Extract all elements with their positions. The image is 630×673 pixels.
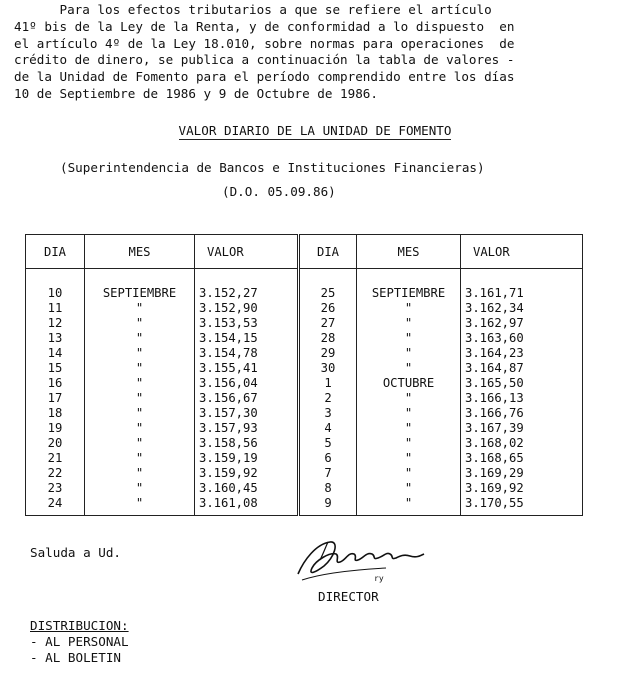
value-cell: 3.166,13	[461, 391, 583, 406]
value-cell: 3.162,34	[461, 301, 583, 316]
value-cell: 3.168,65	[461, 451, 583, 466]
header-valor: VALOR	[195, 235, 299, 269]
month-cell: "	[357, 466, 461, 481]
day-cell: 10	[26, 286, 85, 301]
table-row	[26, 316, 583, 331]
month-cell: "	[357, 406, 461, 421]
value-cell: 3.158,56	[195, 436, 299, 451]
intro-line: Para los efectos tributarios a que se refiere el artículo	[14, 2, 492, 17]
signature-initials: ry	[374, 574, 384, 583]
day-cell: 4	[299, 421, 357, 436]
month-cell: SEPTIEMBRE	[357, 286, 461, 301]
month-cell: "	[357, 436, 461, 451]
day-cell: 13	[26, 331, 85, 346]
day-cell: 24	[26, 496, 85, 516]
table-row	[26, 376, 583, 391]
month-cell: "	[357, 346, 461, 361]
month-cell: OCTUBRE	[357, 376, 461, 391]
signature	[290, 530, 430, 593]
month-cell: "	[357, 391, 461, 406]
day-cell: 12	[26, 316, 85, 331]
table-row	[26, 346, 583, 361]
day-cell: 28	[299, 331, 357, 346]
value-cell: 3.166,76	[461, 406, 583, 421]
month-cell: "	[357, 361, 461, 376]
value-cell: 3.163,60	[461, 331, 583, 346]
intro-line: de la Unidad de Fomento para el período comprendido entre los días	[14, 69, 515, 85]
value-cell: 3.152,27	[195, 286, 299, 301]
day-cell: 9	[299, 496, 357, 516]
table-row	[26, 451, 583, 466]
distribution-item: - AL PERSONAL	[30, 634, 129, 649]
value-cell: 3.157,93	[195, 421, 299, 436]
day-cell: 21	[26, 451, 85, 466]
month-cell: "	[357, 331, 461, 346]
uf-values-table	[25, 234, 583, 516]
day-cell: 14	[26, 346, 85, 361]
month-cell: "	[85, 346, 195, 361]
value-cell: 3.160,45	[195, 481, 299, 496]
month-cell: "	[85, 496, 195, 516]
intro-paragraph	[14, 2, 614, 103]
day-cell: 5	[299, 436, 357, 451]
value-cell: 3.167,39	[461, 421, 583, 436]
table-row	[26, 406, 583, 421]
day-cell: 3	[299, 406, 357, 421]
header-dia: DIA	[26, 235, 85, 269]
value-cell: 3.157,30	[195, 406, 299, 421]
director-label: DIRECTOR	[318, 589, 379, 604]
value-cell: 3.161,71	[461, 286, 583, 301]
day-cell: 25	[299, 286, 357, 301]
day-cell: 8	[299, 481, 357, 496]
header-dia-2: DIA	[299, 235, 357, 269]
intro-line: crédito de dinero, se publica a continuación la tabla de valores -	[14, 52, 515, 68]
intro-line: el artículo 4º de la Ley 18.010, sobre normas para operaciones de	[14, 35, 515, 51]
value-cell: 3.168,02	[461, 436, 583, 451]
value-cell: 3.165,50	[461, 376, 583, 391]
value-cell: 3.159,19	[195, 451, 299, 466]
day-cell: 20	[26, 436, 85, 451]
day-cell: 29	[299, 346, 357, 361]
signature-image	[290, 530, 430, 590]
month-cell: "	[85, 316, 195, 331]
value-cell: 3.154,78	[195, 346, 299, 361]
month-cell: "	[85, 361, 195, 376]
closing-greeting: Saluda a Ud.	[30, 545, 121, 560]
table-row	[26, 421, 583, 436]
day-cell: 18	[26, 406, 85, 421]
value-cell: 3.156,67	[195, 391, 299, 406]
day-cell: 11	[26, 301, 85, 316]
value-cell: 3.161,08	[195, 496, 299, 516]
month-cell: "	[357, 421, 461, 436]
table-row	[26, 286, 583, 301]
value-cell: 3.153,53	[195, 316, 299, 331]
intro-line: 41º bis de la Ley de la Renta, y de conformidad a lo dispuesto en	[14, 18, 515, 34]
day-cell: 7	[299, 466, 357, 481]
value-cell: 3.170,55	[461, 496, 583, 516]
value-cell: 3.169,92	[461, 481, 583, 496]
month-cell: "	[85, 466, 195, 481]
value-cell: 3.164,23	[461, 346, 583, 361]
month-cell: "	[85, 376, 195, 391]
month-cell: "	[85, 451, 195, 466]
table-row	[26, 361, 583, 376]
table-row	[26, 466, 583, 481]
header-mes: MES	[85, 235, 195, 269]
distribution-block	[30, 618, 129, 666]
value-cell: 3.154,15	[195, 331, 299, 346]
day-cell: 15	[26, 361, 85, 376]
value-cell: 3.164,87	[461, 361, 583, 376]
month-cell: "	[357, 481, 461, 496]
day-cell: 23	[26, 481, 85, 496]
value-cell: 3.152,90	[195, 301, 299, 316]
header-mes-2: MES	[357, 235, 461, 269]
day-cell: 2	[299, 391, 357, 406]
month-cell: "	[357, 496, 461, 516]
month-cell: "	[85, 331, 195, 346]
table-row	[26, 436, 583, 451]
table-row	[26, 496, 583, 516]
subtitle: (Superintendencia de Bancos e Instituciones Financieras)	[60, 160, 485, 175]
table-row	[26, 481, 583, 496]
day-cell: 30	[299, 361, 357, 376]
month-cell: "	[85, 436, 195, 451]
month-cell: "	[85, 391, 195, 406]
value-cell: 3.159,92	[195, 466, 299, 481]
value-cell: 3.162,97	[461, 316, 583, 331]
month-cell: "	[85, 301, 195, 316]
intro-line: 10 de Septiembre de 1986 y 9 de Octubre de 1986.	[14, 85, 378, 101]
distribution-item: - AL BOLETIN	[30, 650, 121, 665]
month-cell: SEPTIEMBRE	[85, 286, 195, 301]
table-title	[0, 123, 630, 138]
month-cell: "	[85, 481, 195, 496]
month-cell: "	[357, 451, 461, 466]
day-cell: 26	[299, 301, 357, 316]
month-cell: "	[357, 316, 461, 331]
spacer-row	[26, 269, 583, 287]
header-valor-2: VALOR	[461, 235, 583, 269]
day-cell: 1	[299, 376, 357, 391]
month-cell: "	[85, 421, 195, 436]
day-cell: 27	[299, 316, 357, 331]
do-reference: (D.O. 05.09.86)	[222, 184, 336, 199]
day-cell: 16	[26, 376, 85, 391]
month-cell: "	[85, 406, 195, 421]
day-cell: 6	[299, 451, 357, 466]
table-row	[26, 391, 583, 406]
value-cell: 3.155,41	[195, 361, 299, 376]
value-cell: 3.156,04	[195, 376, 299, 391]
table-title-text: VALOR DIARIO DE LA UNIDAD DE FOMENTO	[178, 123, 452, 138]
table-row	[26, 331, 583, 346]
month-cell: "	[357, 301, 461, 316]
value-cell: 3.169,29	[461, 466, 583, 481]
table-header-row	[26, 235, 583, 269]
day-cell: 17	[26, 391, 85, 406]
day-cell: 19	[26, 421, 85, 436]
table-row	[26, 301, 583, 316]
distribution-title: DISTRIBUCION:	[30, 618, 129, 633]
day-cell: 22	[26, 466, 85, 481]
